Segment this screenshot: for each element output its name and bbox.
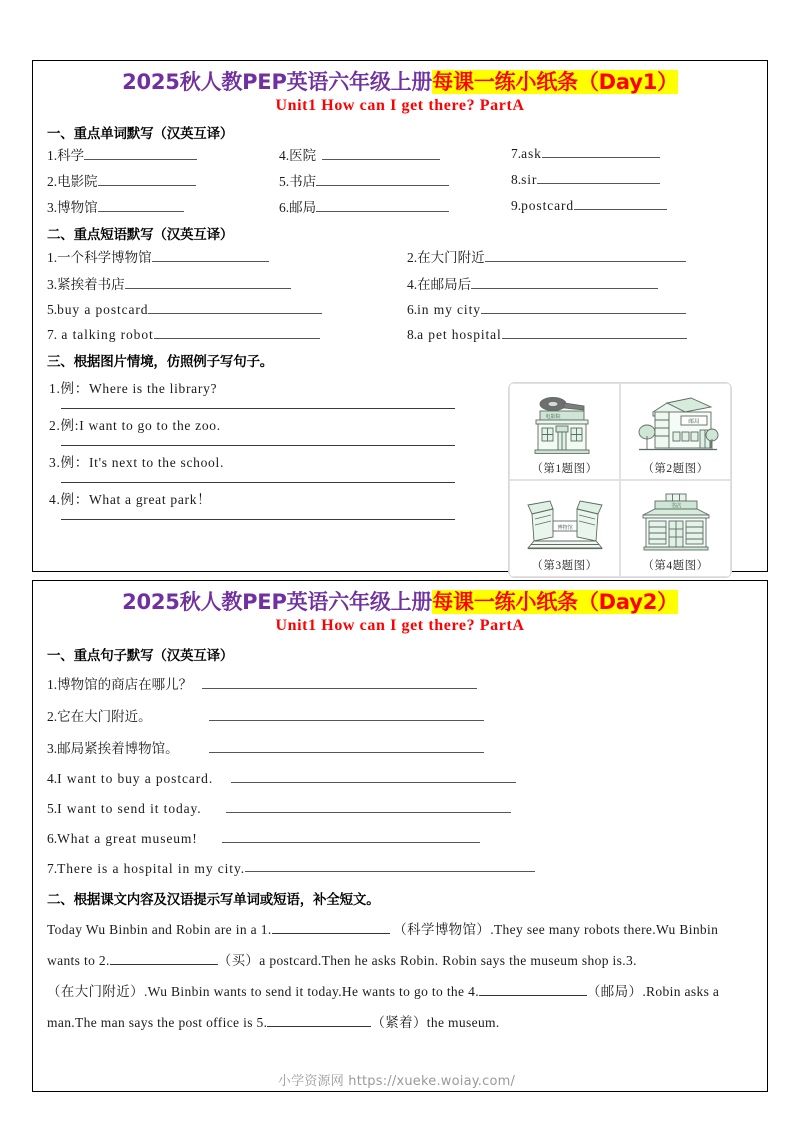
word-text: 科学 [57, 148, 85, 164]
cloze-blank[interactable] [637, 953, 741, 966]
example-num: 4. [49, 491, 61, 507]
example-item [47, 485, 502, 520]
phrase-text: a talking robot [57, 326, 154, 342]
answer-blank[interactable] [481, 300, 686, 314]
phrase-num: 6. [407, 301, 418, 317]
bookstore-sign-text: 书店 [670, 503, 681, 510]
sentence-num: 5. [47, 800, 58, 816]
answer-blank[interactable] [322, 146, 440, 160]
example-label: 例： [60, 454, 89, 470]
cloze-text: （紧着）the museum. [371, 1015, 500, 1031]
word-num: 4. [279, 148, 290, 164]
sentence-text: 博物馆的商店在哪儿？ [57, 677, 193, 693]
day1-section1-heading: 一、重点单词默写（汉英互译） [47, 126, 234, 143]
sentence-text: What a great museum! [57, 830, 198, 846]
answer-blank[interactable] [471, 275, 658, 289]
phrase-item [407, 273, 753, 293]
day1-phrase-grid [47, 246, 753, 343]
phrase-num: 5. [47, 301, 58, 317]
picture-cell-2 [620, 383, 731, 480]
word-text: 电影院 [57, 174, 98, 190]
picture-caption: （第3题图） [531, 559, 598, 572]
word-item [511, 144, 753, 164]
phrase-item [407, 246, 753, 266]
day2-sentence-list [47, 673, 753, 876]
sentence-text: 邮局紧挨着博物馆。 [57, 741, 179, 757]
picture-cell-3 [509, 480, 620, 577]
museum-sign-text: 博物馆 [556, 524, 573, 531]
sentence-item [47, 737, 753, 757]
word-item [511, 170, 753, 190]
answer-rule[interactable] [61, 445, 455, 446]
day1-title [47, 71, 753, 94]
sentence-item [47, 829, 753, 847]
worksheet-card-day1 [32, 60, 768, 572]
phrase-num: 7. [47, 326, 58, 342]
answer-blank[interactable] [542, 144, 660, 158]
example-sentence: Where is the library? [88, 380, 218, 396]
cloze-blank[interactable] [267, 1014, 371, 1028]
example-label: 例： [60, 380, 89, 396]
word-item [279, 196, 511, 216]
sentence-item [47, 705, 753, 725]
phrase-num: 3. [47, 277, 58, 293]
word-num: 6. [279, 200, 290, 216]
cloze-passage [47, 914, 753, 1038]
cloze-blank[interactable] [272, 921, 390, 935]
day1-subtitle: Unit1 How can I get there? PartA [275, 97, 525, 115]
phrase-text: buy a postcard [57, 301, 149, 317]
word-num: 1. [47, 148, 58, 164]
museum-illustration [520, 490, 610, 556]
day2-title-purple: 2025秋人教PEP英语六年级上册 [122, 590, 433, 614]
word-text: 博物馆 [57, 200, 98, 216]
answer-blank[interactable] [316, 198, 449, 212]
phrase-text: 在大门附近 [417, 250, 485, 266]
sentence-text: I want to send it today. [57, 800, 202, 816]
cinema-illustration [522, 393, 608, 459]
day2-section2-heading: 二、根据课文内容及汉语提示写单词或短语，补全短文。 [47, 892, 380, 909]
answer-blank[interactable] [84, 146, 197, 160]
answer-blank[interactable] [209, 707, 484, 721]
phrase-num: 4. [407, 277, 418, 293]
phrase-item [47, 246, 407, 266]
sentence-text: I want to buy a postcard. [57, 770, 214, 786]
phrase-num: 8. [407, 326, 418, 342]
answer-blank[interactable] [226, 799, 511, 813]
sentence-text: 它在大门附近。 [57, 709, 152, 725]
post-office-illustration [633, 393, 719, 459]
day2-subtitle: Unit1 How can I get there? PartA [275, 617, 525, 635]
phrase-num: 1. [47, 250, 58, 266]
answer-blank[interactable] [574, 196, 667, 210]
word-num: 3. [47, 200, 58, 216]
phrase-item [407, 325, 753, 343]
example-sentence: I want to go to the zoo. [79, 417, 221, 433]
day1-title-purple: 2025秋人教PEP英语六年级上册 [122, 70, 433, 94]
picture-cell-4 [620, 480, 731, 577]
phrase-text: 紧挨着书店 [57, 277, 125, 293]
answer-blank[interactable] [154, 325, 320, 339]
cloze-text: Today Wu Binbin and Robin are in a 1. [47, 922, 272, 938]
example-label: 例： [60, 491, 89, 507]
sentence-item [47, 799, 753, 817]
example-num: 2. [49, 417, 61, 433]
sentence-num: 4. [47, 770, 58, 786]
answer-blank[interactable] [202, 675, 477, 689]
picture-cell-1 [509, 383, 620, 480]
phrase-text: 一个科学博物馆 [57, 250, 152, 266]
answer-blank[interactable] [502, 325, 687, 339]
sentence-num: 6. [47, 830, 58, 846]
sentence-num: 1. [47, 677, 58, 693]
word-num: 9. [511, 197, 522, 213]
cloze-text: （买）a postcard.Then he asks Robin. Robin says the museum shop is.3. [217, 953, 637, 969]
phrase-item [407, 300, 753, 318]
bookstore-illustration [633, 490, 719, 556]
picture-grid [508, 382, 732, 578]
phrase-text: in my city [417, 301, 481, 317]
day2-title-highlight: 每课一练小纸条（Day2） [432, 590, 678, 614]
day1-title-highlight: 每课一练小纸条（Day1） [432, 70, 678, 94]
word-num: 2. [47, 174, 58, 190]
word-item [47, 170, 279, 190]
phrase-item [47, 325, 407, 343]
word-item [47, 196, 279, 216]
word-text: 邮局 [289, 200, 317, 216]
day2-title [47, 591, 753, 614]
day1-section3-heading: 三、根据图片情境，仿照例子写句子。 [47, 353, 274, 370]
word-item [279, 170, 511, 190]
day1-section2-heading: 二、重点短语默写（汉英互译） [47, 227, 234, 244]
sentence-text: There is a hospital in my city. [57, 860, 245, 876]
day1-example-list [47, 372, 502, 522]
example-sentence: What a great park！ [88, 491, 212, 507]
word-text: sir [521, 171, 538, 187]
answer-blank[interactable] [537, 170, 660, 184]
cloze-blank[interactable] [479, 983, 587, 997]
word-num: 7. [511, 145, 522, 161]
sentence-num: 2. [47, 709, 58, 725]
answer-blank[interactable] [152, 248, 269, 262]
example-num: 1. [49, 380, 61, 396]
cloze-text: （邮局）.Robin asks a man.The man says the post office is 5. [47, 984, 720, 1031]
word-text: ask [521, 145, 542, 161]
word-text: 医院 [289, 148, 317, 164]
cinema-sign-text: 电影院 [544, 413, 561, 420]
cloze-blank[interactable] [110, 952, 218, 966]
word-num: 5. [279, 174, 290, 190]
example-sentence: It's next to the school. [88, 454, 225, 470]
answer-blank[interactable] [222, 829, 480, 843]
answer-rule[interactable] [61, 408, 455, 409]
day2-section1-heading: 一、重点句子默写（汉英互译） [47, 648, 234, 665]
word-item [47, 144, 279, 164]
day1-word-grid [47, 144, 753, 216]
post-office-sign-text: 邮局 [687, 418, 700, 425]
answer-blank[interactable] [316, 172, 449, 186]
example-num: 3. [49, 454, 61, 470]
example-label: 例: [60, 417, 80, 433]
worksheet-card-day2 [32, 580, 768, 1092]
word-num: 8. [511, 171, 522, 187]
answer-blank[interactable] [231, 769, 516, 783]
sentence-num: 3. [47, 741, 58, 757]
phrase-text: a pet hospital [417, 326, 502, 342]
example-item [47, 374, 502, 409]
picture-caption: （第1题图） [531, 462, 598, 475]
phrase-item [47, 300, 407, 318]
picture-caption: （第4题图） [642, 559, 709, 572]
answer-blank[interactable] [148, 300, 322, 314]
cloze-text: （在大门附近）.Wu Binbin wants to send it today.He wants to go to the 4. [47, 984, 479, 1000]
example-item [47, 448, 502, 483]
word-text: postcard [521, 197, 575, 213]
phrase-num: 2. [407, 250, 418, 266]
answer-blank[interactable] [98, 172, 196, 186]
answer-blank[interactable] [98, 198, 184, 212]
phrase-item [47, 273, 407, 293]
example-item [47, 411, 502, 446]
answer-blank[interactable] [245, 859, 535, 873]
answer-blank[interactable] [125, 275, 291, 289]
cloze-text: （科学博物馆）.They see many robots there.Wu Binbin wants to 2. [47, 922, 719, 969]
word-item [279, 144, 511, 164]
word-item [511, 196, 753, 216]
picture-caption: （第2题图） [642, 462, 709, 475]
sentence-item [47, 859, 753, 877]
answer-rule[interactable] [61, 482, 455, 483]
answer-blank[interactable] [485, 248, 686, 262]
sentence-item [47, 769, 753, 787]
word-text: 书店 [289, 174, 317, 190]
answer-rule[interactable] [61, 519, 455, 520]
phrase-text: 在邮局后 [417, 277, 472, 293]
sentence-item [47, 673, 753, 693]
answer-blank[interactable] [209, 739, 484, 753]
sentence-num: 7. [47, 860, 58, 876]
site-watermark: 小学资源网 https://xueke.woiay.com/ [277, 1074, 516, 1089]
